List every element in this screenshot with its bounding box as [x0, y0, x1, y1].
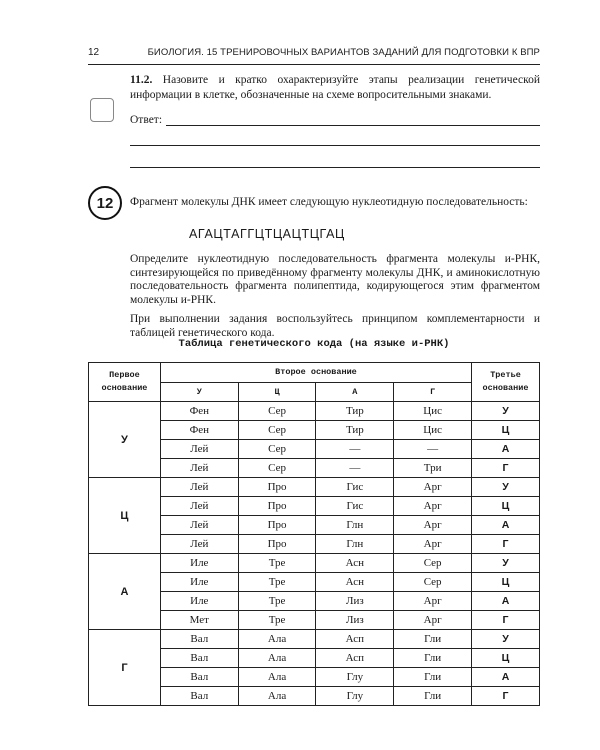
amino-acid-cell: Лей: [160, 497, 238, 516]
first-base-cell: Ц: [89, 478, 161, 554]
amino-acid-cell: Фен: [160, 421, 238, 440]
amino-acid-cell: Тир: [316, 421, 394, 440]
amino-acid-cell: —: [316, 459, 394, 478]
third-base-cell: Г: [472, 687, 540, 706]
amino-acid-cell: Лиз: [316, 611, 394, 630]
amino-acid-cell: Ала: [238, 649, 316, 668]
amino-acid-cell: Арг: [394, 611, 472, 630]
amino-acid-cell: Про: [238, 516, 316, 535]
amino-acid-cell: Арг: [394, 478, 472, 497]
amino-acid-cell: Сер: [238, 459, 316, 478]
amino-acid-cell: Лей: [160, 535, 238, 554]
third-base-cell: Ц: [472, 497, 540, 516]
amino-acid-cell: Иле: [160, 554, 238, 573]
table-row: [89, 554, 540, 573]
amino-acid-cell: Лиз: [316, 592, 394, 611]
third-base-cell: Ц: [472, 649, 540, 668]
answer-line-2[interactable]: [130, 145, 540, 146]
amino-acid-cell: Вал: [160, 668, 238, 687]
amino-acid-cell: Арг: [394, 592, 472, 611]
amino-acid-cell: Глн: [316, 516, 394, 535]
amino-acid-cell: Тир: [316, 402, 394, 421]
amino-acid-cell: Асн: [316, 554, 394, 573]
table-row: [89, 402, 540, 421]
amino-acid-cell: Гли: [394, 649, 472, 668]
amino-acid-cell: Тре: [238, 573, 316, 592]
amino-acid-cell: Вал: [160, 630, 238, 649]
amino-acid-cell: Три: [394, 459, 472, 478]
amino-acid-cell: Ала: [238, 630, 316, 649]
question-12-intro: Фрагмент молекулы ДНК имеет следующую нуклеотидную последовательность:: [130, 196, 528, 208]
amino-acid-cell: Вал: [160, 649, 238, 668]
amino-acid-cell: Иле: [160, 573, 238, 592]
amino-acid-cell: Гли: [394, 687, 472, 706]
amino-acid-cell: Гли: [394, 668, 472, 687]
amino-acid-cell: Асн: [316, 573, 394, 592]
first-base-cell: У: [89, 402, 161, 478]
answer-line-3[interactable]: [130, 167, 540, 168]
question-12-hint: При выполнении задания воспользуйтесь принципом комплементарности и таблицей генетического кода.: [130, 313, 540, 339]
second-base-u: У: [160, 383, 238, 402]
amino-acid-cell: Сер: [238, 402, 316, 421]
answer-line[interactable]: [166, 113, 540, 126]
third-base-cell: А: [472, 592, 540, 611]
third-base-cell: А: [472, 516, 540, 535]
answer-row: [130, 113, 540, 126]
third-base-header-line2: основание: [482, 383, 529, 393]
question-11-2-text: [130, 73, 540, 103]
running-head: БИОЛОГИЯ. 15 ТРЕНИРОВОЧНЫХ ВАРИАНТОВ ЗАДАНИЙ ДЛЯ ПОДГОТОВКИ К ВПР: [147, 47, 540, 58]
amino-acid-cell: Арг: [394, 516, 472, 535]
amino-acid-cell: Лей: [160, 440, 238, 459]
amino-acid-cell: Цис: [394, 421, 472, 440]
amino-acid-cell: Лей: [160, 478, 238, 497]
second-base-header: Второе основание: [160, 363, 471, 383]
question-12-task: Определите нуклеотидную последовательность фрагмента молекулы и-РНК, синтезирующейся по приведённому фрагменту молекулы ДНК, и аминокислотную последовательность фрагмента полипептида, кодирующегося этим фрагментом молекулы и-РНК.: [130, 253, 540, 306]
third-base-cell: Г: [472, 535, 540, 554]
amino-acid-cell: Фен: [160, 402, 238, 421]
amino-acid-cell: Асп: [316, 630, 394, 649]
amino-acid-cell: Про: [238, 497, 316, 516]
answer-score-box: [90, 98, 114, 122]
second-base-ts: Ц: [238, 383, 316, 402]
amino-acid-cell: Сер: [238, 440, 316, 459]
amino-acid-cell: —: [316, 440, 394, 459]
first-base-header-line2: основание: [101, 383, 148, 393]
first-base-header: [89, 363, 161, 402]
third-base-header: [472, 363, 540, 402]
second-base-g: Г: [394, 383, 472, 402]
table-row: [89, 478, 540, 497]
question-12-number-badge: 12: [88, 186, 122, 220]
amino-acid-cell: Тре: [238, 611, 316, 630]
amino-acid-cell: Иле: [160, 592, 238, 611]
third-base-cell: А: [472, 440, 540, 459]
third-base-cell: Ц: [472, 421, 540, 440]
amino-acid-cell: Гис: [316, 478, 394, 497]
amino-acid-cell: Цис: [394, 402, 472, 421]
third-base-cell: Г: [472, 459, 540, 478]
first-base-cell: А: [89, 554, 161, 630]
amino-acid-cell: Глу: [316, 668, 394, 687]
third-base-cell: У: [472, 554, 540, 573]
second-base-a: А: [316, 383, 394, 402]
amino-acid-cell: Арг: [394, 535, 472, 554]
third-base-cell: У: [472, 630, 540, 649]
third-base-header-line1: Третье: [490, 370, 521, 380]
amino-acid-cell: Гис: [316, 497, 394, 516]
question-body: Назовите и кратко охарактеризуйте этапы реализации генетической информации в клетке, обозначенные на схеме вопросительными знаками.: [130, 74, 540, 101]
page-number: 12: [88, 47, 100, 58]
amino-acid-cell: Мет: [160, 611, 238, 630]
first-base-header-line1: Первое: [109, 370, 140, 380]
amino-acid-cell: Глн: [316, 535, 394, 554]
amino-acid-cell: Сер: [394, 573, 472, 592]
amino-acid-cell: Ала: [238, 668, 316, 687]
amino-acid-cell: —: [394, 440, 472, 459]
question-number: 11.2.: [130, 74, 153, 86]
amino-acid-cell: Тре: [238, 592, 316, 611]
amino-acid-cell: Асп: [316, 649, 394, 668]
genetic-code-table-title: Таблица генетического кода (на языке и-РНК): [178, 338, 450, 350]
table-row: [89, 630, 540, 649]
third-base-cell: А: [472, 668, 540, 687]
amino-acid-cell: Сер: [238, 421, 316, 440]
amino-acid-cell: Про: [238, 535, 316, 554]
amino-acid-cell: Ала: [238, 687, 316, 706]
amino-acid-cell: Лей: [160, 459, 238, 478]
first-base-cell: Г: [89, 630, 161, 706]
amino-acid-cell: Вал: [160, 687, 238, 706]
dna-sequence: АГАЦТАГГЦТЦАЦТЦГАЦ: [189, 227, 345, 241]
third-base-cell: У: [472, 402, 540, 421]
amino-acid-cell: Сер: [394, 554, 472, 573]
genetic-code-table: [88, 362, 540, 706]
header-divider: [88, 64, 540, 65]
amino-acid-cell: Про: [238, 478, 316, 497]
third-base-cell: Г: [472, 611, 540, 630]
amino-acid-cell: Лей: [160, 516, 238, 535]
amino-acid-cell: Арг: [394, 497, 472, 516]
third-base-cell: У: [472, 478, 540, 497]
answer-label: Ответ:: [130, 114, 163, 126]
amino-acid-cell: Глу: [316, 687, 394, 706]
third-base-cell: Ц: [472, 573, 540, 592]
amino-acid-cell: Гли: [394, 630, 472, 649]
amino-acid-cell: Тре: [238, 554, 316, 573]
